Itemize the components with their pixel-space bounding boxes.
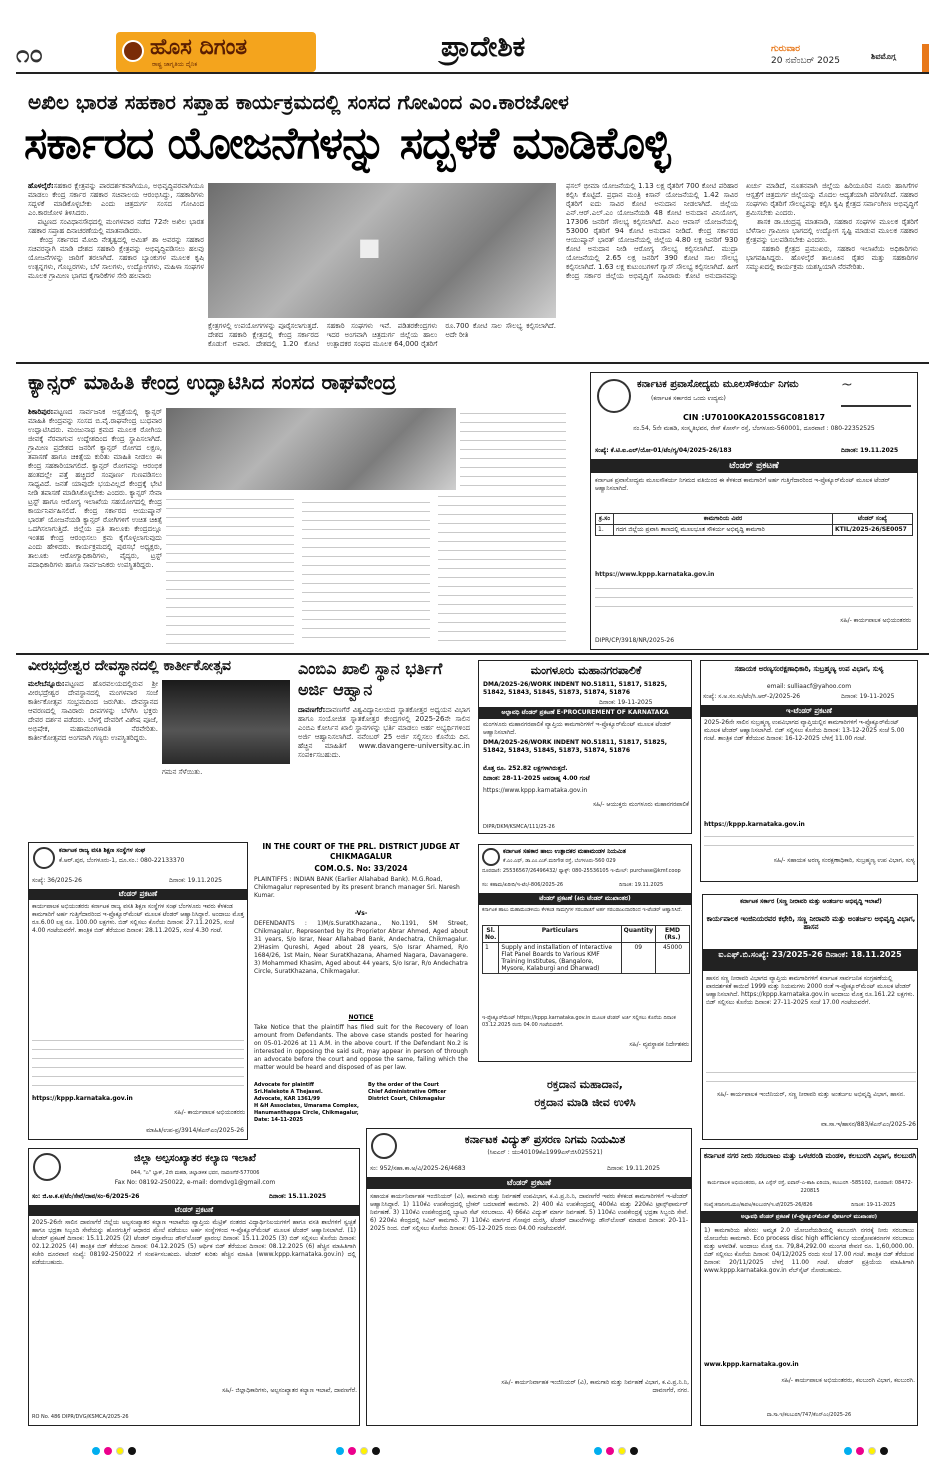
minority-seal-icon bbox=[33, 1153, 61, 1181]
minority-body: 2025-26ನೇ ಸಾಲಿನ ದಾವಣಗೆರೆ ಜಿಲ್ಲೆಯ ಅಲ್ಪಸಂಖ್ಯಾತರ ಕಲ್ಯಾಣ ಇಲಾಖೆಯ ವ್ಯಾಪ್ತಿಯ ಮೆಟ್ರಿಕ್ ನಂತರದ ವಿದ್ಯಾರ್ಥಿನಿಲಯಗಳಿಗೆ ಹಾಗೂ ವಸತಿ ಶಾಲೆಗಳಿಗೆ ಸ್ವಚ್ಛತೆ ಹಾಗೂ ಭದ್ರತಾ ಸಿಬ್ಬಂದಿ ಸೇವೆಯನ್ನು ಹೊರಗುತ್ತಿಗೆ ಆಧಾರದ ಮೇಲೆ ಪಡೆಯಲು ಅರ್ಹ ಸಂಸ್ಥೆಗಳಿಂದ ಇ-ಪ್ರೊಕ್ಯೂರ್‌ಮೆಂಟ್ ಮೂಲಕ ಟೆಂಡರ್ ಆಹ್ವಾನಿಸಲಾಗಿದೆ. (1) ಟೆಂಡರ್ ಪ್ರಕಟಣೆ ದಿನಾಂಕ: 15.11.2025 (2) ಟೆಂಡರ್ ದಸ್ತಾವೇಜು ಡೌನ್‌ಲೋಡ್ ಪ್ರಾರಂಭ ದಿನಾಂಕ: 15.11.2025 (3) ಬಿಡ್ ಸಲ್ಲಿಸಲು ಕೊನೆಯ ದಿನಾಂಕ: 02.12.2025 (4) ತಾಂತ್ರಿಕ ಬಿಡ್ ತೆರೆಯುವ ದಿನಾಂಕ: 04.12.2025 (5) ಆರ್ಥಿಕ ಬಿಡ್ ತೆರೆಯುವ ದಿನಾಂಕ: 08.12.2025 (6) ಹೆಚ್ಚಿನ ಮಾಹಿತಿಗಾಗಿ ಕಚೇರಿ ದೂರವಾಣಿ ಸಂಖ್ಯೆ: 08192-250022 ಗೆ ಸಂಪರ್ಕಿಸಬಹುದು. ಟೆಂಡರ್ ಕುರಿತು ಹೆಚ್ಚಿನ ಮಾಹಿತಿ (www.kppp.karnataka.gov.in) ದಲ್ಲಿ ಪಡೆಯಬಹುದು. bbox=[32, 1219, 358, 1266]
edition-city: ಶಿವಮೊಗ್ಗ bbox=[871, 52, 896, 61]
forest-filler bbox=[704, 831, 914, 853]
mangaluru-date: ದಿನಾಂಕ: 19-11-2025 bbox=[599, 699, 653, 706]
col-header: ಕಾಮಗಾರಿಯ ವಿವರ bbox=[614, 514, 833, 525]
logo bbox=[116, 32, 316, 72]
water-ref: ಸಂಖ್ಯೆ:ಕನಾನೀಸಒಮಂ/ಕಾಪಅ/ಕಲಬುರಗಿ/ಇ.ಟೆ/2025-26/826 bbox=[704, 1202, 813, 1208]
mangaluru-sign: ಸಹಿ/- ಆಯುಕ್ತರು ಮಂಗಳೂರು ಮಹಾನಗರಪಾಲಿಕೆ bbox=[592, 801, 689, 808]
lead-headline: ಸರ್ಕಾರದ ಯೋಜನೆಗಳನ್ನು ಸದ್ಬಳಕೆ ಮಾಡಿಕೊಳ್ಳಿ bbox=[24, 118, 670, 169]
minor-ref: ಐ.ಎಫ್.ಬಿ.ಸಂಖ್ಯೆ: 23/2025-26 ದಿನಾಂಕ: 18.11.2025 bbox=[703, 949, 917, 971]
mba-dateline: ದಾವಣಗೆರೆ: bbox=[298, 706, 326, 714]
kptcl-tender bbox=[366, 1128, 692, 1426]
minor-filler bbox=[706, 1067, 916, 1087]
kmf-date: ದಿನಾಂಕ: 19.11.2025 bbox=[619, 882, 664, 888]
kstdc-intro: ಕರ್ನಾಟಕ ಪ್ರವಾಸೋದ್ಯಮ ಮೂಲಸೌಕರ್ಯ ನಿಗಮದ ವತಿಯಿಂದ ಈ ಕೆಳಕಂಡ ಕಾಮಗಾರಿಗೆ ಅರ್ಹ ಗುತ್ತಿಗೆದಾರರಿಂದ ಇ-ಪ್ರೊಕ್ಯೂರ್‌ಮೆಂಟ್ ಮೂಲಕ ಟೆಂಡರ್ ಆಹ್ವಾನಿಸಲಾಗಿದೆ. bbox=[595, 477, 892, 492]
kstdc-logo: ~ bbox=[841, 377, 911, 407]
court-order: By the order of the Court Chief Administrative Officer District Court, Chikmagalur bbox=[368, 1082, 447, 1102]
table-cell: 45000 bbox=[656, 943, 690, 974]
magenta-dot-icon bbox=[856, 1447, 864, 1455]
temple-body bbox=[28, 680, 161, 830]
kmf-footer: ಇ-ಪ್ರೊಕ್ಯೂರ್‌ಮೆಂಟ್ https://kppp.karnataka.gov.in ಮೂಲಕ ಟೆಂಡರ್ ಅರ್ಜಿ ಸಲ್ಲಿಸಲು ಕೊನೆಯ ದಿನಾಂಕ 03.12.2025 ರಂದು 04.00 ಗಂಟೆಯವರೆಗೆ. bbox=[482, 1015, 678, 1028]
kmf-address: ಕೆ.ಎಂ.ಎಫ್, ಡಾ.ಎಂ.ಎಚ್.ಮರಿಗೌಡ ರಸ್ತೆ, ಬೆಂಗಳೂರು-560 029 bbox=[503, 858, 616, 864]
kstdc-sign: ಸಹಿ/- ಕಾರ್ಯಪಾಲಕ ಅಭಿಯಂತರರು bbox=[840, 617, 911, 624]
kptcl-name: ಕರ್ನಾಟಕ ವಿದ್ಯುತ್ ಪ್ರಸರಣ ನಿಗಮ ನಿಯಮಿತ bbox=[464, 1133, 626, 1146]
lead-photo bbox=[208, 183, 556, 318]
mangaluru-name: ಮಂಗಳೂರು ಮಹಾನಗರಪಾಲಿಕೆ bbox=[530, 664, 642, 677]
minor-irrigation-tender bbox=[702, 894, 918, 1140]
yellow-dot-icon bbox=[116, 1447, 124, 1455]
kstdc-table bbox=[595, 513, 913, 536]
temple-dateline: ಮಲೇಬೆನ್ನೂರು: bbox=[28, 680, 65, 688]
cyan-dot-icon bbox=[92, 1447, 100, 1455]
kstdc-filler bbox=[595, 583, 913, 613]
water-portal: www.kppp.karnataka.gov.in bbox=[704, 1361, 799, 1368]
cancer-body-cols bbox=[166, 494, 566, 646]
registration-marks-far-right bbox=[842, 1440, 902, 1452]
court-advocate: Advocate for plaintiff Sri.Halekote A Thejaswi. Advocate, KAR 1361/99 H &H Associates, Umarama Complex, Hanumanthappa Circle, Chikmagalur, Date: 14-11-2025 bbox=[254, 1082, 359, 1123]
kres-date: ದಿನಾಂಕ: 19.11.2025 bbox=[169, 877, 222, 884]
kmf-logo-icon bbox=[482, 848, 500, 866]
lead-body-right-text: ಫಸಲ್ ಭೀಮಾ ಯೋಜನೆಯಲ್ಲಿ 1.13 ಲಕ್ಷ ರೈತರಿಗೆ 700 ಕೋಟಿ ಪರಿಹಾರ ಕಲ್ಪಿಸಿ ಕೊಟ್ಟಿದೆ. ಪ್ರಧಾನ ಮಂತ್ರಿ ಕಿಸಾನ್ ಯೋಜನೆಯಲ್ಲಿ 1.42 ಸಾವಿರ ರೈತರಿಗೆ ಐದು ಸಾವಿರ ಕೋಟಿ ಅನುದಾನ ನೀಡಲಾಗಿದೆ. ಜಿಲ್ಲೆಯ ಎನ್.ಆರ್.ಎಲ್.ಎಂ ಯೋಜನೆಯಡಿ 48 ಕೋಟಿ ಅನುದಾನ ವಿನಿಯೋಗ, 17306 ಜನರಿಗೆ ಸೌಲಭ್ಯ ಕಲ್ಪಿಸಲಾಗಿದೆ. ಪಿಎಂ ಆವಾಸ್ ಯೋಜನೆಯಲ್ಲಿ 53000 ರೈತರಿಗೆ 94 ಕೋಟಿ ಅನುದಾನ ನೀಡಿದೆ. ಕೇಂದ್ರ ಸರ್ಕಾರದ ಆಯುಷ್ಮಾನ್ ಭಾರತ್ ಯೋಜನೆಯಲ್ಲಿ ಜಿಲ್ಲೆಯ 4.80 ಲಕ್ಷ ಜನರಿಗೆ 930 ಕೋಟಿ ಅನುದಾನ ನೀಡಿ ಆರೋಗ್ಯ ಸೌಲಭ್ಯ ಕಲ್ಪಿಸಲಾಗಿದೆ. ಮುದ್ರಾ ಯೋಜನೆಯಲ್ಲಿ 2.65 ಲಕ್ಷ ಜನರಿಗೆ 390 ಕೋಟಿ ಸಾಲ ಸೌಲಭ್ಯ ಕಲ್ಪಿಸಲಾಗಿದೆ. 1.63 ಲಕ್ಷ ಕುಟುಂಬಗಳಿಗೆ ಗ್ಯಾಸ್ ಸೌಲಭ್ಯ ಕಲ್ಪಿಸಲಾಗಿದೆ. ಹೀಗೆ ಕೇಂದ್ರ ಸರ್ಕಾರ ಜಿಲ್ಲೆಯ ಅಭಿವೃದ್ಧಿಗೆ ಸಾವಿರಾರು ಕೋಟಿ ಅನುದಾನವನ್ನು ಖರ್ಚು ಮಾಡಿದೆ, ನೂತನವಾಗಿ ಜಿಲ್ಲೆಯ ಹಿರಿಯೂರಿನ ನೂರು ಹಾಸಿಗೆಗಳ ಆಸ್ಪತ್ರೆಗೆ ಚಿತ್ರದುರ್ಗ ಜಿಲ್ಲೆಯನ್ನು ಮೊದಲ ಆದ್ಯತೆಯಾಗಿ ಪರಿಗಣಿಸಿದೆ. ಸಹಕಾರ ಸಂಘಗಳು ರೈತರಿಗೆ ಸೌಲಭ್ಯವನ್ನು ಕಲ್ಪಿಸಿ ಕೃಷಿ ಕ್ಷೇತ್ರದ ಸರ್ವಾಂಗೀಣ ಅಭಿವೃದ್ಧಿಗೆ ಶ್ರಮಿಸಬೇಕು ಎಂದರು. ಶಾಸಕ ಡಾ.ಚಂದ್ರಪ್ಪ ಮಾತನಾಡಿ, ಸಹಕಾರ ಸಂಘಗಳ ಮೂಲಕ ರೈತರಿಗೆ ಬೆಳೆಸಾಲ ಗ್ರಾಮೀಣ ಭಾಗದಲ್ಲಿ ಉದ್ಯೋಗ ಸೃಷ್ಟಿ ಮಾಡುವ ಮೂಲಕ ಸಹಕಾರ ಕ್ಷೇತ್ರವನ್ನು ಬಲಪಡಿಸಬೇಕು ಎಂದರು. ಸಹಕಾರಿ ಕ್ಷೇತ್ರದ ಪ್ರಮುಖರು, ಸಹಕಾರ ಇಲಾಖೆಯ ಅಧಿಕಾರಿಗಳು ಭಾಗವಹಿಸಿದ್ದರು. ಹೊಳಲ್ಕೆರೆ ತಾಲೂಕಿನ ರೈತರ ಮತ್ತು ಸಹಕಾರಿಗಳ ಸಮ್ಮುಖದಲ್ಲಿ ಕಾರ್ಯಕ್ರಮ ಯಶಸ್ವಿಯಾಗಿ ನೆರವೇರಿತು. bbox=[566, 182, 919, 280]
forest-portal: https://kppp.karnataka.gov.in bbox=[704, 821, 805, 828]
mangaluru-dma: DMA/2025-26/WORK INDENT NO.51811, 51817, 51825, 51842, 51843, 51845, 51873, 51874, 51876 bbox=[483, 681, 670, 696]
minority-date: ದಿನಾಂಕ: 15.11.2025 bbox=[269, 1193, 327, 1200]
yellow-dot-icon bbox=[868, 1447, 876, 1455]
kres-portal: https://kppp.karnataka.gov.in bbox=[32, 1095, 133, 1102]
mba-body bbox=[298, 706, 473, 830]
kstdc-ref: ಸಂಖ್ಯೆ: ಕೆ.ಟಿ.ಐ.ಎಲ್/ಯೋ-01/ಟೆಂ/ಗ್ಯ/04/2025-26/183 bbox=[595, 447, 732, 454]
cancer-headline: ಕ್ಯಾನ್ಸರ್ ಮಾಹಿತಿ ಕೇಂದ್ರ ಉದ್ಘಾಟಿಸಿದ ಸಂಸದ ರಾಘವೇಂದ್ರ bbox=[28, 370, 397, 394]
cyan-dot-icon bbox=[594, 1447, 602, 1455]
kstdc-date: ದಿನಾಂಕ: 19.11.2025 bbox=[841, 447, 899, 454]
minority-dipr: RO No. 486 DIPR/DVG/KSMCA/2025-26 bbox=[32, 1414, 129, 1420]
mba-headline: ಎಂಬಿಎ ಖಾಲಿ ಸ್ಥಾನ ಭರ್ತಿಗೆ ಅರ್ಜಿ ಆಹ್ವಾನ bbox=[298, 659, 443, 699]
kstdc-sub: (ಕರ್ನಾಟಕ ಸರ್ಕಾರದ ಒಂದು ಉದ್ಯಮ) bbox=[651, 395, 726, 402]
kres-filler bbox=[32, 1035, 244, 1091]
kres-tender bbox=[28, 842, 248, 1140]
minority-tender bbox=[28, 1148, 360, 1426]
temple-headline: ವೀರಭದ್ರೇಶ್ವರ ದೇವಸ್ಥಾನದಲ್ಲಿ ಕಾರ್ತೀಕೋತ್ಸವ bbox=[28, 658, 231, 674]
registration-marks-left bbox=[90, 1440, 150, 1452]
cancer-dateline: ಶಿಕಾರಿಪುರ: bbox=[28, 408, 54, 416]
kmf-intro: ಕರ್ನಾಟಕ ಹಾಲು ಮಹಾಮಂಡಳಿಯು ಕೆಳಕಂಡ ಸಾಮಗ್ರಿಗಳ ಸರಬರಾಜಿಗೆ ಅರ್ಹ ಸರಬರಾಜುದಾರರಿಂದ ಇ-ಟೆಂಡರ್ ಆಹ್ವಾನಿಸಿದೆ. bbox=[482, 907, 682, 913]
court-notice bbox=[254, 842, 470, 1123]
lead-dateline: ಹೊಳಲ್ಕೆರೆ: bbox=[28, 182, 54, 190]
kptcl-date: ದಿನಾಂಕ: 19.11.2025 bbox=[607, 1165, 660, 1172]
cancer-body-text: ಪಟ್ಟಣದ ಸಾರ್ವಜನಿಕ ಆಸ್ಪತ್ರೆಯಲ್ಲಿ ಕ್ಯಾನ್ಸರ್ ಮಾಹಿತಿ ಕೇಂದ್ರವನ್ನು ಸಂಸದ ಬಿ.ವೈ.ರಾಘವೇಂದ್ರ ಬುಧವಾರ ಉದ್ಘಾಟಿಸಿದರು. ಮಂಜುನಾಥ ಕ್ರಮದ ಮೂಲಕ ರೋಗಿಯ ಜೀವಕ್ಕೆ ನೆರವಾಗುವ ಉದ್ದೇಶದಿಂದ ಕೇಂದ್ರ ಸ್ಥಾಪಿಸಲಾಗಿದೆ. ಗ್ರಾಮೀಣ ಪ್ರದೇಶದ ಜನರಿಗೆ ಕ್ಯಾನ್ಸರ್ ರೋಗದ ಲಕ್ಷಣ, ತಪಾಸಣೆ ಹಾಗೂ ಚಿಕಿತ್ಸೆಯ ಕುರಿತು ಮಾಹಿತಿ ನೀಡಲು ಈ ಕೇಂದ್ರ ಸಹಕಾರಿಯಾಗಲಿದೆ. ಕ್ಯಾನ್ಸರ್ ರೋಗವನ್ನು ಆರಂಭಿಕ ಹಂತದಲ್ಲೇ ಪತ್ತೆ ಹಚ್ಚಿದರೆ ಸಂಪೂರ್ಣ ಗುಣಪಡಿಸಲು ಸಾಧ್ಯವಿದೆ. ಜನತೆ ಯಾವುದೇ ಭಯವಿಲ್ಲದೆ ಕೇಂದ್ರಕ್ಕೆ ಭೇಟಿ ನೀಡಿ ತಪಾಸಣೆ ಮಾಡಿಸಿಕೊಳ್ಳಬೇಕು ಎಂದರು. ಕ್ಯಾನ್ಸರ್ ಸೇವಾ ಟ್ರಸ್ಟ್ ಹಾಗೂ ಆರೋಗ್ಯ ಇಲಾಖೆಯ ಸಹಯೋಗದಲ್ಲಿ ಕೇಂದ್ರ ಕಾರ್ಯನಿರ್ವಹಿಸಲಿದೆ. ಕೇಂದ್ರ ಸರ್ಕಾರದ ಆಯುಷ್ಮಾನ್ ಭಾರತ್ ಯೋಜನೆಯಡಿ ಕ್ಯಾನ್ಸರ್ ರೋಗಿಗಳಿಗೆ ಉಚಿತ ಚಿಕಿತ್ಸೆ ಒದಗಿಸಲಾಗುತ್ತಿದೆ. ಜಿಲ್ಲೆಯ ಪ್ರತಿ ತಾಲೂಕು ಕೇಂದ್ರದಲ್ಲೂ ಇಂತಹ ಕೇಂದ್ರ ಆರಂಭಿಸಲು ಕ್ರಮ ಕೈಗೊಳ್ಳಲಾಗುವುದು ಎಂದು ಹೇಳಿದರು. ಕಾರ್ಯಕ್ರಮದಲ್ಲಿ ಪುರಸಭೆ ಅಧ್ಯಕ್ಷರು, ತಾಲೂಕು ಆರೋಗ್ಯಾಧಿಕಾರಿಗಳು, ವೈದ್ಯರು, ಟ್ರಸ್ಟ್ ಪದಾಧಿಕಾರಿಗಳು ಹಾಗೂ ಸಾರ್ವಜನಿಕರು ಉಪಸ್ಥಿತರಿದ್ದರು. bbox=[28, 408, 165, 569]
cyan-dot-icon bbox=[844, 1447, 852, 1455]
kstdc-address: ನಂ.54, 5ನೇ ಮಹಡಿ, ಸಂಸ್ಕೃತಿಭವನ, ರೇಸ್ ಕೋರ್ಸ್ ರಸ್ತೆ, ಬೆಂಗಳೂರು-560001, ದೂರವಾಣಿ : 080-22352525 bbox=[633, 425, 875, 432]
lead-kicker: ಅಖಿಲ ಭಾರತ ಸಹಕಾರ ಸಪ್ತಾಹ ಕಾರ್ಯಕ್ರಮದಲ್ಲಿ ಸಂಸದ ಗೋವಿಂದ ಎಂ.ಕಾರಜೋಳ bbox=[28, 90, 569, 114]
kres-bar: ಟೆಂಡರ್ ಪ್ರಕಟಣೆ bbox=[29, 889, 247, 900]
court-notice-body: Take Notice that the plaintiff has filed suit for the Recovery of loan amount from Defendants. The above case stands posted for hearing on 05-01-2026 at 11 A.M. in the above court. If the Defendant No.2 is interested in opposing the said suit, may appear in person of through an advocate before the court and oppose the same, failing which the matter would be heard and disposed of as per law. bbox=[254, 1024, 470, 1071]
logo-emblem-icon bbox=[122, 40, 144, 62]
photo-icon: ■ bbox=[358, 233, 381, 261]
yellow-dot-icon bbox=[360, 1447, 368, 1455]
blood-donation bbox=[478, 1070, 692, 1128]
blood-line-1: ರಕ್ತದಾನ ಮಹಾದಾನ, bbox=[547, 1078, 623, 1091]
forest-ref: ಸಂಖ್ಯೆ: ಸ.ಅ.ಸಂ.ಸು/ಟೆಂ/ಸಿ.ಆರ್-2/2025-26 bbox=[703, 693, 801, 700]
blood-line-2: ರಕ್ತದಾನ ಮಾಡಿ ಜೀವ ಉಳಿಸಿ bbox=[534, 1096, 636, 1109]
minor-top: ಕರ್ನಾಟಕ ಸರ್ಕಾರ (ಸಣ್ಣ ನೀರಾವರಿ ಮತ್ತು ಅಂತರ್ಜಲ ಅಭಿವೃದ್ಧಿ ಇಲಾಖೆ) bbox=[740, 898, 882, 905]
cancer-body-right bbox=[460, 408, 566, 494]
black-dot-icon bbox=[880, 1447, 888, 1455]
kres-body: ಕಾರ್ಯಪಾಲಕ ಅಭಿಯಂತರರು ಕರ್ನಾಟಕ ರಾಜ್ಯ ವಸತಿ ಶಿಕ್ಷಣ ಸಂಸ್ಥೆಗಳ ಸಂಘ ಬೆಂಗಳೂರು ಇವರು ಕೆಳಕಂಡ ಕಾಮಗಾರಿಗೆ ಅರ್ಹ ಗುತ್ತಿಗೆದಾರರಿಂದ ಇ-ಪ್ರೊಕ್ಯೂರ್‌ಮೆಂಟ್ ಮೂಲಕ ಟೆಂಡರ್ ಆಹ್ವಾನಿಸಿದ್ದಾರೆ. ಅಂದಾಜು ಮೊತ್ತ ರೂ.6.00 ಲಕ್ಷ ರೂ. 100.00 ಲಕ್ಷಗಳು. ಬಿಡ್ ಸಲ್ಲಿಸಲು ಕೊನೆಯ ದಿನಾಂಕ: 27.11.2025, ಸಂಜೆ 4.00 ಗಂಟೆಯವರೆಗೆ. ತಾಂತ್ರಿಕ ಬಿಡ್ ತೆರೆಯುವ ದಿನಾಂಕ: 28.11.2025, ಸಂಜೆ 4.30 ಗಂಟೆ. bbox=[32, 903, 246, 934]
col-header: Sl. No. bbox=[483, 926, 499, 943]
kptcl-sign: ಸಹಿ/- ಕಾರ್ಯನಿರ್ವಾಹಕ ಇಂಜಿನಿಯರ್ (ವಿ), ಕಾಮಗಾರಿ ಮತ್ತು ನಿರ್ವಹಣೆ ವಿಭಾಗ, ಕ.ವಿ.ಪ್ರ.ನಿ.ನಿ, ದಾವಣಗೆರೆ, ನಗರ. bbox=[501, 1379, 691, 1394]
cancer-photo bbox=[166, 408, 456, 490]
lead-photo-caption bbox=[208, 322, 559, 358]
kstdc-bar: ಟೆಂಡರ್ ಪ್ರಕಟಣೆ bbox=[591, 459, 917, 473]
forest-tender bbox=[700, 660, 918, 882]
water-body: 1) ಕಾಮಗಾರಿಯ ಹೆಸರು: ಅಮೃತ 2.0 ಯೋಜನೆಯಡಿಯಲ್ಲಿ ಕಲಬುರಗಿ ನಗರಕ್ಕೆ ನೀರು ಸರಬರಾಜು ಯೋಜನೆಯ ಕಾಮಗಾರಿ. Eco process disc high efficiency ಯಂತ್ರೋಪಕರಣಗಳ ಸರಬರಾಜು ಮತ್ತು ಅಳವಡಿಕೆ. ಅಂದಾಜು ಮೊತ್ತ ರೂ. 79,84,292.00 ಮುಂಗಡ ಠೇವಣಿ ರೂ. 1,60,000.00. ಬಿಡ್ ಸಲ್ಲಿಸಲು ಕೊನೆಯ ದಿನಾಂಕ: 04/12/2025 ರಂದು ಸಂಜೆ 17.00 ಗಂಟೆ. ತಾಂತ್ರಿಕ ಬಿಡ್ ತೆರೆಯುವ ದಿನಾಂಕ: 20/11/2025 ಬೆಳಗ್ಗೆ 11.00 ಗಂಟೆ. ಟೆಂಡರ್ ಪ್ರಕ್ರಿಯೆಯ ಮಾಹಿತಿಗಾಗಿ www.kppp.karnataka.gov.in ವೆಬ್‌ಸೈಟ್ ನೋಡಬಹುದು. bbox=[704, 1227, 916, 1274]
table-cell: 09 bbox=[621, 943, 655, 974]
mangaluru-dipr: DIPR/DKM/KSMCA/111/25-26 bbox=[483, 824, 555, 830]
kstdc-name: ಕರ್ನಾಟಕ ಪ್ರವಾಸೋದ್ಯಮ ಮೂಲಸೌಕರ್ಯ ನಿಗಮ bbox=[637, 379, 799, 390]
divider bbox=[16, 653, 929, 655]
minor-dipr: ವಾ.ಸಾ.ಇ/ಹಾಸನ/883/ಕೆಎನ್‌ಎಂ/2025-26 bbox=[821, 1121, 916, 1128]
mangaluru-indent: DMA/2025-26/WORK INDENT NO.51811, 51817, 51825, 51842, 51843, 51845, 51873, 51874, 51876 bbox=[483, 739, 670, 754]
accent-bar bbox=[922, 44, 929, 72]
yellow-dot-icon bbox=[618, 1447, 626, 1455]
cancer-right-filler bbox=[460, 408, 566, 494]
kmf-tender bbox=[478, 844, 692, 1062]
kmf-table bbox=[482, 925, 690, 974]
kres-ref: ಸಂಖ್ಯೆ: 36/2025-26 bbox=[32, 877, 82, 884]
mangaluru-amount: ಮೊತ್ತ ರೂ. 252.82 ಲಕ್ಷಗಳಾಗಿರುತ್ತದೆ. bbox=[483, 765, 568, 772]
water-office: ಕಾರ್ಯಪಾಲಕ ಅಭಿಯಂತರರು, ಪಿಸಿ ಎಸ್ಸೆನ್ ರಸ್ತೆ, ಐವಾನ್-ಎ-ಶಾಹಿ ಏರಿಯಾ, ಕಲಬುರಗಿ -585102, ದೂರವಾಣಿ: 08472-220815 bbox=[707, 1180, 913, 1194]
mangaluru-portal: https://www.kppp.karnataka.gov.in bbox=[483, 787, 588, 794]
temple-body-text: ಪಟ್ಟಣದ ಹೊರವಲಯದಲ್ಲಿರುವ ಶ್ರೀ ವೀರಭದ್ರೇಶ್ವರ ದೇವಸ್ಥಾನದಲ್ಲಿ ಮಂಗಳವಾರ ಸಂಜೆ ಕಾರ್ತೀಕೋತ್ಸವ ಸಂಭ್ರಮದಿಂದ ಜರುಗಿತು. ದೇವಸ್ಥಾನದ ಆವರಣದಲ್ಲಿ ಸಾವಿರಾರು ದೀಪಗಳನ್ನು ಬೆಳಗಿಸಿ ಭಕ್ತರು ದೇವರ ದರ್ಶನ ಪಡೆದರು. ಬೆಳಗ್ಗೆ ದೇವರಿಗೆ ವಿಶೇಷ ಪೂಜೆ, ಅಭಿಷೇಕ, ಮಹಾಮಂಗಳಾರತಿ ನೆರವೇರಿತು. ಕಾರ್ತೀಕೋತ್ಸವದ ಅಂಗವಾಗಿ ಗಣ್ಯರು ಉಪಸ್ಥಿತರಿದ್ದರು. bbox=[28, 680, 161, 742]
minor-sign: ಸಹಿ/- ಕಾರ್ಯಪಾಲಕ ಇಂಜಿನಿಯರ್, ಸಣ್ಣ ನೀರಾವರಿ ಮತ್ತು ಅಂತರ್ಜಲ ಅಭಿವೃದ್ಧಿ ವಿಭಾಗ, ಹಾಸನ. bbox=[717, 1091, 905, 1098]
minority-address: 044, "ಎ" ಬ್ಲಾಕ್, 2ನೇ ಮಹಡಿ, ಜಿಲ್ಲಾಡಳಿತ ಭವನ, ದಾವಣಗೆರೆ-577006 bbox=[130, 1170, 260, 1176]
kstdc-portal: https://www.kppp.karnataka.gov.in bbox=[595, 571, 715, 578]
water-dipr: ವಾ.ಸಾ.ಇ/ಕಲಬುರಗಿ/747/ಕೆಎನ್‌ಎಂ/2025-26 bbox=[766, 1412, 852, 1418]
mba-body-text: ದಾವಣಗೆರೆ ವಿಶ್ವವಿದ್ಯಾನಿಲಯದ ಸ್ನಾತಕೋತ್ತರ ಅಧ್ಯಯನ ವಿಭಾಗ ಹಾಗೂ ಸಂಯೋಜಿತ ಸ್ನಾತಕೋತ್ತರ ಕೇಂದ್ರಗಳಲ್ಲಿ 2025-26ನೇ ಸಾಲಿನ ಎಂಬಿಎ ಕೋರ್ಸಿನ ಖಾಲಿ ಸ್ಥಾನಗಳನ್ನು ಭರ್ತಿ ಮಾಡಲು ಅರ್ಹ ಅಭ್ಯರ್ಥಿಗಳಿಂದ ಅರ್ಜಿ ಆಹ್ವಾನಿಸಲಾಗಿದೆ. ನವೆಂಬರ್ 25 ಅರ್ಜಿ ಸಲ್ಲಿಸಲು ಕೊನೆಯ ದಿನ. ಹೆಚ್ಚಿನ ಮಾಹಿತಿಗೆ www.davangere-university.ac.in ಸಂಪರ್ಕಿಸಬಹುದು. bbox=[298, 706, 473, 759]
forest-email: email: sulliaacf@yahoo.com bbox=[766, 683, 852, 690]
forest-sign: ಸಹಿ/- ಸಹಾಯಕ ಅರಣ್ಯ ಸಂರಕ್ಷಣಾಧಿಕಾರಿ, ಸುಬ್ರಹ್ಮಣ್ಯ ಉಪ ವಿಭಾಗ, ಸುಳ್ಯ bbox=[773, 857, 915, 864]
kptcl-ref: ಸಂ: 952/ಸಹಾ.ಕಾ.ಅ/ವಿ/2025-26/4683 bbox=[370, 1165, 466, 1172]
table-cell: Supply and installation of Interactive Flat Panel Boards to Various KMF Training Institutes, (Bangalore, Mysore, Kalaburgi and Dharwad) bbox=[499, 943, 621, 974]
col-header: EMD (Rs.) bbox=[656, 926, 690, 943]
masthead bbox=[16, 30, 929, 74]
table-row bbox=[596, 525, 913, 536]
mangaluru-last: ದಿನಾಂಕ: 28-11-2025 ಅಪರಾಹ್ನ 4.00 ಗಂಟೆ bbox=[483, 775, 590, 782]
kres-name: ಕರ್ನಾಟಕ ರಾಜ್ಯ ವಸತಿ ಶಿಕ್ಷಣ ಸಂಸ್ಥೆಗಳ ಸಂಘ bbox=[59, 847, 146, 854]
table-row bbox=[483, 943, 690, 974]
kstdc-cin: CIN :U70100KA2015SGC081817 bbox=[682, 413, 826, 422]
black-dot-icon bbox=[630, 1447, 638, 1455]
table-cell: 1 bbox=[483, 943, 499, 974]
kptcl-logo-icon bbox=[371, 1133, 397, 1159]
kptcl-bar: ಟೆಂಡರ್ ಪ್ರಕಟಣೆ bbox=[367, 1177, 691, 1189]
minority-ref: ಸಂ: ಜಿ.ಅ.ಕ.ಕ/ಟೆಂ/ಸೇವೆ/ದಾವ/ಸಂ-6/2025-26 bbox=[32, 1193, 140, 1200]
registration-marks-center bbox=[334, 1440, 394, 1452]
table-row bbox=[596, 514, 913, 525]
kres-sign: ಸಹಿ/- ಕಾರ್ಯಪಾಲಕ ಅಭಿಯಂತರರು bbox=[174, 1109, 245, 1116]
forest-name: ಸಹಾಯಕ ಅರಣ್ಯಸಂರಕ್ಷಣಾಧಿಕಾರಿ, ಸುಬ್ರಹ್ಮಣ್ಯ ಉಪ ವಿಭಾಗ, ಸುಳ್ಯ bbox=[734, 665, 884, 673]
temple-caption: ಗಮನ ಸೆಳೆಯಿತು. bbox=[162, 768, 203, 776]
court-title: IN THE COURT OF THE PRL. DISTRICT JUDGE AT CHIKMAGALUR bbox=[262, 842, 460, 861]
col-header: Quantity bbox=[621, 926, 655, 943]
lead-body-left-text: ಸಹಕಾರ ಕ್ಷೇತ್ರವನ್ನು ಪಾರದರ್ಶಕವಾಗಿಯೂ, ಅಭಿವೃದ್ಧಿಪರವಾಗಿಯೂ ಮಾಡಲು ಕೇಂದ್ರ ಸರ್ಕಾರ ಸಹಕಾರ ಸಚಿವಾಲಯ ಆರಂಭಿಸಿದ್ದು, ಸಹಕಾರಿಗಳು ಸದ್ಬಳಕೆ ಮಾಡಿಕೊಳ್ಳಬೇಕು ಎಂದು ಚಿತ್ರದುರ್ಗ ಸಂಸದ ಗೋವಿಂದ ಎಂ.ಕಾರಜೋಳ ತಿಳಿಸಿದರು. ಪಟ್ಟಣದ ಸಂವಿಧಾನಸೌಧದಲ್ಲಿ ಮಂಗಳವಾರ ನಡೆದ 72ನೇ ಅಖಿಲ ಭಾರತ ಸಹಕಾರ ಸಪ್ತಾಹ ದಿನಾಚರಣೆಯಲ್ಲಿ ಮಾತನಾಡಿದರು. ಕೇಂದ್ರ ಸರ್ಕಾರದ ಮೋದಿ ನೇತೃತ್ವದಲ್ಲಿ ಅಮಿತ್ ಶಾ ಅವರನ್ನು ಸಹಕಾರ ಸಚಿವರನ್ನಾಗಿ ಮಾಡಿ ದೇಶದ ಸಹಕಾರಿ ಕ್ಷೇತ್ರವನ್ನು ಅಭಿವೃದ್ಧಿಪಡಿಸಲು ಹಲವು ಯೋಜನೆಗಳನ್ನು ಜಾರಿಗೆ ತರಲಾಗಿದೆ. ಸಹಕಾರ ಬ್ಯಾಂಕುಗಳ ಮೂಲಕ ಕೃಷಿ ಉತ್ಪನ್ನಗಳು, ಗೊಬ್ಬರಗಳು, ಬೆಳೆ ಸಾಲಗಳು, ಉದ್ಯೋಗಗಳು, ಮಹಿಳಾ ಸಂಘಗಳ ಮೂಲಕ ಗ್ರಾಮೀಣ ಭಾಗದ ಕೈಗಾರಿಕೆಗಳ ಸೇರಿ ಹಲವಾರು bbox=[28, 182, 204, 280]
kres-dipr: ಮಾಹಿತಿ/ಉಪ-ಪ್ರ/3914/ಕೆಎನ್‌ಎಂ/2025-26 bbox=[146, 1127, 244, 1134]
water-bar: ಅಲ್ಪಾವಧಿ ಟೆಂಡರ್ ಪ್ರಕಟಣೆ (ಕೆ-ಪ್ರೊಕ್ಯೂರ್‌ಮೆಂಟ್ ಪೋರ್ಟಲ್ ಮುಖಾಂತರ) bbox=[701, 1211, 917, 1223]
minority-fax: Fax No: 08192-250022, e-mail: domdvg1@gmail.com bbox=[114, 1179, 276, 1186]
page-number: ೧೦ bbox=[16, 40, 43, 68]
kstdc-tender bbox=[590, 372, 918, 650]
col-header: ಕ್ರ.ಸಂ bbox=[596, 514, 614, 525]
magenta-dot-icon bbox=[104, 1447, 112, 1455]
mangaluru-bar: ಅಲ್ಪಾವಧಿ ಟೆಂಡರ್ ಪ್ರಕಟಣೆ E-PROCUREMENT OF KARNATAKA bbox=[479, 707, 691, 719]
cyan-dot-icon bbox=[336, 1447, 344, 1455]
kres-address: ಕೆ.ಆರ್.ಪುರ, ಬೆಂಗಳೂರು-1, ದೂ.ಸಂ.: 080-22133370 bbox=[59, 857, 185, 864]
kmf-ref: ಸಂ: ಕಹಾಮ/ಖರೀದಿ/ಇ-ಟೆಂ/-806/2025-26 bbox=[482, 882, 564, 888]
divider bbox=[16, 362, 929, 364]
kmf-contact: ದೂರವಾಣಿ: 25536567/26496432/ ಫ್ಯಾಕ್ಸ್: 080-25536105 ಇ-ಮೇಲ್: purchase@kmf.coop bbox=[482, 868, 681, 874]
minority-bar: ಟೆಂಡರ್ ಪ್ರಕಟಣೆ bbox=[29, 1205, 359, 1216]
logo-text: ಹೊಸ ದಿಗಂತ bbox=[150, 34, 248, 60]
issue-day: ಗುರುವಾರ bbox=[771, 44, 801, 54]
temple-photo bbox=[162, 680, 290, 764]
magenta-dot-icon bbox=[348, 1447, 356, 1455]
table-cell: 1. bbox=[596, 525, 614, 536]
minority-name: ಜಿಲ್ಲಾ ಅಲ್ಪಸಂಖ್ಯಾತರ ಕಲ್ಯಾಣ ಇಲಾಖೆ bbox=[134, 1153, 256, 1164]
registration-marks-right bbox=[592, 1440, 652, 1452]
kstdc-seal-icon bbox=[597, 379, 631, 413]
issue-date: 20 ನವೆಂಬರ್ 2025 bbox=[771, 56, 840, 66]
forest-bar: ಇ-ಟೆಂಡರ್ ಪ್ರಕಟಣೆ bbox=[701, 705, 917, 717]
kmf-sign: ಸಹಿ/- ವ್ಯವಸ್ಥಾಪಕ ನಿರ್ದೇಶಕರು bbox=[629, 1041, 689, 1048]
cancer-body-left bbox=[28, 408, 165, 648]
table-cell: ಗದಗ ಜಿಲ್ಲೆಯ ಪ್ರವಾಸಿ ತಾಣದಲ್ಲಿ ಮೂಲಭೂತ ಸೌಕರ್ಯ ಅಭಿವೃದ್ಧಿ ಕಾಮಗಾರಿ bbox=[614, 525, 833, 536]
court-plaintiffs: PLAINTIFFS : INDIAN BANK (Earlier Allahabad Bank). M.G.Road, Chikmagalur represented by its present branch manager Sri. Naresh Kumar. bbox=[254, 876, 462, 899]
kmf-bar: ಟೆಂಡರ್ ಪ್ರಕಟಣೆ (ಕಿರು ಟೆಂಡರ್ ಮುಖಾಂತರ) bbox=[479, 893, 691, 905]
water-date: ದಿನಾಂಕ: 19-11-2025 bbox=[851, 1202, 896, 1208]
minor-body: ಹಾಸನ ಸಣ್ಣ ನೀರಾವರಿ ವಿಭಾಗದ ವ್ಯಾಪ್ತಿಯ ಕಾಮಗಾರಿಗಳಿಗೆ ಕರ್ನಾಟಕ ಸಾರ್ವಜನಿಕ ಸಂಗ್ರಹಣೆಯಲ್ಲಿ ಪಾರದರ್ಶಕತೆ ಕಾಯಿದೆ 1999 ಮತ್ತು ನಿಯಮಗಳು 2000 ರಂತೆ ಇ-ಪ್ರೊಕ್ಯೂರ್‌ಮೆಂಟ್ ಮೂಲಕ ಟೆಂಡರ್ ಆಹ್ವಾನಿಸಲಾಗಿದೆ. https://kppp.karnataka.gov.in ಅಂದಾಜು ಮೊತ್ತ ರೂ.161.22 ಲಕ್ಷಗಳು. ಬಿಡ್ ಸಲ್ಲಿಸಲು ಕೊನೆಯ ದಿನಾಂಕ: 27-11-2025 ಸಂಜೆ 17.00 ಗಂಟೆಯವರೆಗೆ. bbox=[706, 975, 917, 1006]
court-vs: -Vs- bbox=[354, 910, 368, 917]
court-defendants: DEFENDANTS : 1)M/s.SuratKhazana., No.1191, SM Street, Chikmagalur, Represented by its Proprietor Abrar Ahmed, Aged about 31 years, S/o Israr, Near Allahabad Bank, Andechatra, Chikmagalur. 2)Hasim Qureshi, Aged about 28 years, S/o Israr Ahamed, R/o 1684/26, 1st Main, Near SuratKhazana, Ahamed Nagara, Davanagere. 3) Mohammed Khasim, Aged about 44 years, S/o Israr, R/o Andechatra Circle, SuratKhazana, Chikmagalur. bbox=[254, 920, 470, 975]
court-notice-title: NOTICE bbox=[348, 1014, 374, 1021]
col-header: ಟೆಂಡರ್ ಸಂಖ್ಯೆ bbox=[833, 514, 913, 525]
section-title: ಪ್ರಾದೇಶಿಕ bbox=[441, 30, 526, 63]
court-case: COM.O.S. No: 33/2024 bbox=[314, 864, 408, 873]
table-row bbox=[483, 926, 690, 943]
lead-body-right bbox=[566, 182, 918, 358]
forest-date: ದಿನಾಂಕ: 19-11-2025 bbox=[841, 693, 895, 700]
black-dot-icon bbox=[372, 1447, 380, 1455]
minor-name: ಕಾರ್ಯಪಾಲಕ ಇಂಜಿನಿಯರವರ ಕಛೇರಿ, ಸಣ್ಣ ನೀರಾವರಿ ಮತ್ತು ಅಂತರ್ಜಲ ಅಭಿವೃದ್ಧಿ ವಿಭಾಗ, ಹಾಸನ bbox=[706, 915, 918, 931]
lead-body-left bbox=[28, 182, 204, 357]
lead-caption-text: ಕ್ಷೇತ್ರಗಳಲ್ಲಿ ಉಪಯೋಗಗಳನ್ನು ಪೂರೈಸಲಾಗುತ್ತದೆ. ದೇಶದ ಸಹಕಾರಿ ಕ್ಷೇತ್ರದಲ್ಲಿ ಕೇಂದ್ರ ಸರ್ಕಾರದ ಕೊಡುಗೆ ಅಪಾರ. ದೇಶದಲ್ಲಿ 1.20 ಕೋಟಿ ಸಹಕಾರಿ ಸಂಘಗಳು ಇವೆ. ಪಡಿತರಕೇಂದ್ರಗಳು ಇದರ ಅಂಗವಾಗಿ ಚಿತ್ರದುರ್ಗ ಜಿಲ್ಲೆಯ ಹಾಲು ಉತ್ಪಾದಕರ ಸಂಘದ ಮೂಲಕ 64,000 ರೈತರಿಗೆ ರೂ.700 ಕೋಟಿ ಸಾಲ ಸೌಲಭ್ಯ ಕಲ್ಪಿಸಲಾಗಿದೆ. ಅದೇ ರೀತಿ bbox=[208, 322, 559, 348]
black-dot-icon bbox=[128, 1447, 136, 1455]
magenta-dot-icon bbox=[606, 1447, 614, 1455]
mangaluru-tender bbox=[478, 660, 692, 834]
mangaluru-body: ಮಂಗಳೂರು ಮಹಾನಗರಪಾಲಿಕೆ ವ್ಯಾಪ್ತಿಯ ಕಾಮಗಾರಿಗಳಿಗೆ ಇ-ಪ್ರೊಕ್ಯೂರ್‌ಮೆಂಟ್ ಮೂಲಕ ಟೆಂಡರ್ ಆಹ್ವಾನಿಸಲಾಗಿದೆ. bbox=[483, 721, 674, 736]
table-cell: KTIL/2025-26/SE0057 bbox=[833, 525, 913, 536]
water-tender bbox=[700, 1148, 918, 1426]
kptcl-body: ಸಹಾಯಕ ಕಾರ್ಯನಿರ್ವಾಹಕ ಇಂಜಿನಿಯರ್ (ವಿ), ಕಾಮಗಾರಿ ಮತ್ತು ನಿರ್ವಹಣೆ ಉಪವಿಭಾಗ, ಕ.ವಿ.ಪ್ರ.ನಿ.ನಿ, ದಾವಣಗೆರೆ ಇವರು ಕೆಳಕಂಡ ಕಾಮಗಾರಿಗಳಿಗೆ ಇ-ಟೆಂಡರ್ ಆಹ್ವಾನಿಸಿದ್ದಾರೆ. 1) 110ಕೆವಿ ಉಪಕೇಂದ್ರದಲ್ಲಿ ಬ್ರೇಕರ್ ಬದಲಾವಣೆ ಕಾಮಗಾರಿ. 2) 400 ಕೆವಿ ಉಪಕೇಂದ್ರದಲ್ಲಿ 400ಕೆವಿ ಮತ್ತು 220ಕೆವಿ ಟ್ರಾನ್ಸ್‌ಫಾರ್ಮರ್ ನಿರ್ವಹಣೆ. 3) 110ಕೆವಿ ಉಪಕೇಂದ್ರದಲ್ಲಿ ಬ್ಯಾಟರಿ ಸೆಟ್ ಸರಬರಾಜು. 4) 66ಕೆವಿ ವಿದ್ಯುತ್ ಮಾರ್ಗ ನಿರ್ವಹಣೆ. 5) 110ಕೆವಿ ಉಪಕೇಂದ್ರಕ್ಕೆ ಭದ್ರತಾ ಸಿಬ್ಬಂದಿ ಸೇವೆ. 6) 220ಕೆವಿ ಕೇಂದ್ರದಲ್ಲಿ ಸಿವಿಲ್ ಕಾಮಗಾರಿ. 7) 110ಕೆವಿ ಮಾರ್ಗದ ಗೋಪುರ ದುರಸ್ತಿ. ಟೆಂಡರ್ ದಾಖಲೆಗಳನ್ನು ಡೌನ್‌ಲೋಡ್ ಮಾಡುವ ದಿನಾಂಕ: 20-11-2025 ರಿಂದ. ಬಿಡ್ ಸಲ್ಲಿಸಲು ಕೊನೆಯ ದಿನಾಂಕ: 05-12-2025 ರಂದು 04.00 ಗಂಟೆಯವರೆಗೆ. bbox=[370, 1193, 690, 1232]
kptcl-cin: (ಸಿಐಎನ್ : ಯು40109ಕೆಎ1999ಎಸ್‌ಜಿಸಿ025521) bbox=[487, 1149, 603, 1156]
water-sign: ಸಹಿ/- ಕಾರ್ಯಪಾಲಕ ಅಭಿಯಂತರರು, ಕಲಬುರಗಿ ವಿಭಾಗ, ಕಲಬುರಗಿ. bbox=[781, 1377, 915, 1384]
cancer-body-filler bbox=[166, 494, 566, 644]
kmf-name: ಕರ್ನಾಟಕ ಸಹಕಾರ ಹಾಲು ಉತ್ಪಾದಕರ ಮಹಾಮಂಡಳ ನಿಯಮಿತ bbox=[503, 848, 626, 855]
logo-tagline: ರಾಷ್ಟ್ರ ಜಾಗೃತಿಯ ದೈನಿಕ bbox=[152, 61, 198, 68]
water-name: ಕರ್ನಾಟಕ ನಗರ ನೀರು ಸರಬರಾಜು ಮತ್ತು ಒಳಚರಂಡಿ ಮಂಡಳಿ, ಕಲಬುರಗಿ ವಿಭಾಗ, ಕಲಬುರಗಿ bbox=[703, 1152, 917, 1160]
kstdc-dipr: DIPR/CP/3918/NR/2025-26 bbox=[595, 637, 675, 644]
minority-sign: ಸಹಿ/- ಜಿಲ್ಲಾಧಿಕಾರಿಗಳು, ಅಲ್ಪಸಂಖ್ಯಾತರ ಕಲ್ಯಾಣ ಇಲಾಖೆ, ದಾವಣಗೆರೆ. bbox=[222, 1387, 357, 1394]
kres-seal-icon bbox=[33, 847, 55, 869]
forest-body: 2025-26ನೇ ಸಾಲಿನ ಸುಬ್ರಹ್ಮಣ್ಯ ಉಪವಿಭಾಗದ ವ್ಯಾಪ್ತಿಯಲ್ಲಿನ ಕಾಮಗಾರಿಗಳಿಗೆ ಇ-ಪ್ರೊಕ್ಯೂರ್‌ಮೆಂಟ್ ಮೂಲಕ ಟೆಂಡರ್ ಆಹ್ವಾನಿಸಲಾಗಿದೆ. ಬಿಡ್ ಸಲ್ಲಿಸಲು ಕೊನೆಯ ದಿನಾಂಕ: 13-12-2025 ಸಂಜೆ 5.00 ಗಂಟೆ. ತಾಂತ್ರಿಕ ಬಿಡ್ ತೆರೆಯುವ ದಿನಾಂಕ: 16-12-2025 ಬೆಳಗ್ಗೆ 11.00 ಗಂಟೆ. bbox=[704, 719, 907, 742]
col-header: Particulars bbox=[499, 926, 621, 943]
